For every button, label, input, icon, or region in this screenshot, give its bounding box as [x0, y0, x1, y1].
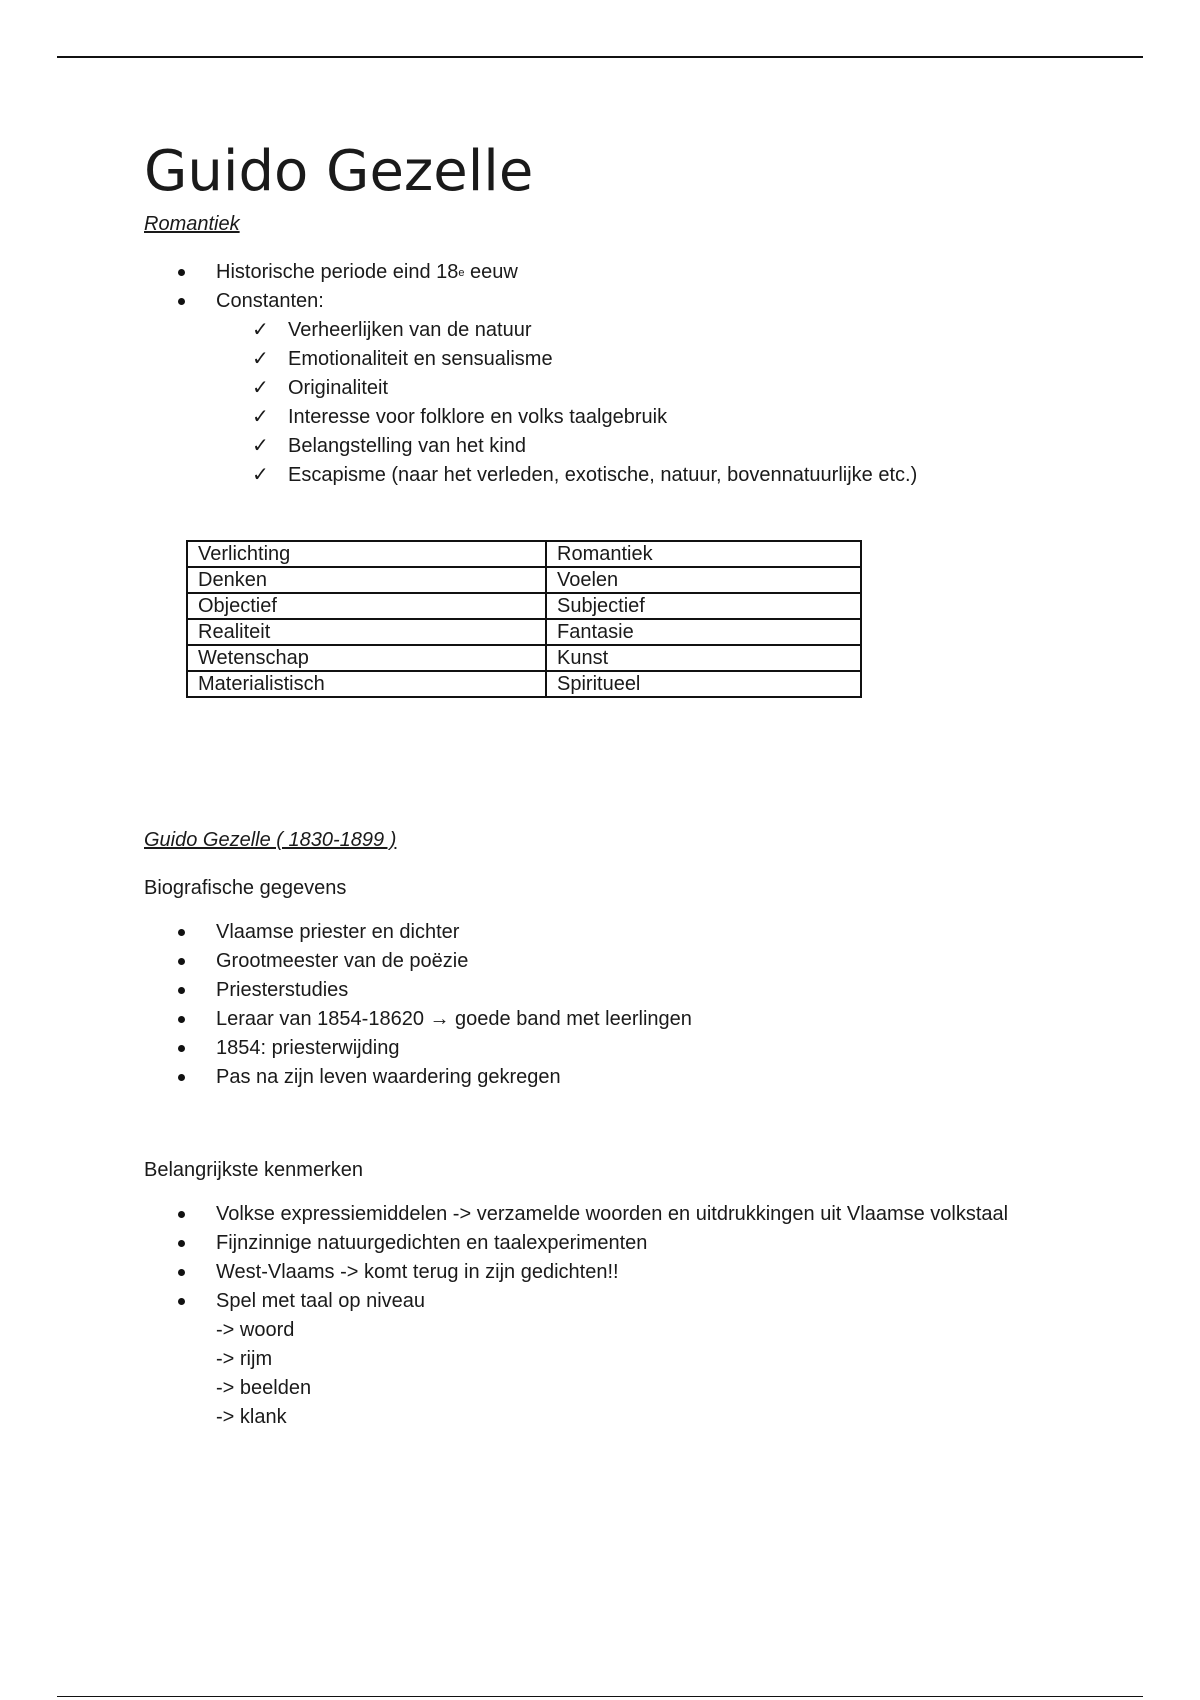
- list-item: Constanten:: [144, 287, 518, 316]
- list-item: Fijnzinnige natuurgedichten en taalexperimenten: [144, 1229, 1008, 1258]
- table-cell: Objectief: [187, 593, 546, 619]
- bullet-icon: [178, 1269, 185, 1276]
- bullet-icon: [178, 987, 185, 994]
- table-cell: Denken: [187, 567, 546, 593]
- table-cell: Subjectief: [546, 593, 861, 619]
- comparison-table: [186, 540, 862, 698]
- table-row: [187, 645, 861, 671]
- checkmark-icon: ✓: [252, 377, 269, 399]
- table-row: [187, 619, 861, 645]
- table-cell: Voelen: [546, 567, 861, 593]
- romantiek-heading: Romantiek: [144, 213, 240, 235]
- bullet-icon: [178, 1211, 185, 1218]
- table-cell: Romantiek: [546, 541, 861, 567]
- list-item: ✓ Emotionaliteit en sensualisme: [144, 345, 917, 374]
- list-item: -> klank: [216, 1406, 287, 1428]
- constanten-list: [144, 316, 917, 490]
- list-item: Vlaamse priester en dichter: [144, 918, 692, 947]
- bullet-icon: [178, 958, 185, 965]
- table-cell: Wetenschap: [187, 645, 546, 671]
- table-cell: Kunst: [546, 645, 861, 671]
- table-cell: Verlichting: [187, 541, 546, 567]
- table-row: [187, 567, 861, 593]
- list-item: -> beelden: [216, 1377, 312, 1399]
- list-item: ✓ Belangstelling van het kind: [144, 432, 917, 461]
- checkmark-icon: ✓: [252, 319, 269, 341]
- list-item: Volkse expressiemiddelen -> verzamelde woorden en uitdrukkingen uit Vlaamse volkstaal: [144, 1200, 1008, 1229]
- bio-heading: Biografische gegevens: [144, 877, 347, 899]
- list-item: ✓ Originaliteit: [144, 374, 917, 403]
- table-row: [187, 541, 861, 567]
- bullet-icon: [178, 298, 185, 305]
- table-cell: Spiritueel: [546, 671, 861, 697]
- bullet-icon: [178, 1045, 185, 1052]
- list-item: -> woord: [216, 1319, 295, 1341]
- kenmerken-heading: Belangrijkste kenmerken: [144, 1159, 363, 1181]
- checkmark-icon: ✓: [252, 435, 269, 457]
- table-cell: Realiteit: [187, 619, 546, 645]
- list-item: Leraar van 1854-18620 → goede band met leerlingen: [144, 1005, 692, 1034]
- list-item: ✓ Verheerlijken van de natuur: [144, 316, 917, 345]
- bullet-icon: [178, 1016, 185, 1023]
- table-cell: Materialistisch: [187, 671, 546, 697]
- table-cell: Fantasie: [546, 619, 861, 645]
- kenmerken-list: [144, 1200, 1008, 1316]
- bullet-icon: [178, 269, 185, 276]
- list-item: ✓ Interesse voor folklore en volks taalgebruik: [144, 403, 917, 432]
- bullet-icon: [178, 1074, 185, 1081]
- table-row: [187, 593, 861, 619]
- footer-rule: [57, 1696, 1143, 1697]
- list-item: 1854: priesterwijding: [144, 1034, 692, 1063]
- list-item: Historische periode eind 18e eeuw: [144, 258, 518, 287]
- list-item: Priesterstudies: [144, 976, 692, 1005]
- bio-list: [144, 918, 692, 1092]
- bullet-icon: [178, 1240, 185, 1247]
- checkmark-icon: ✓: [252, 464, 269, 486]
- table-row: [187, 671, 861, 697]
- header-rule: [57, 56, 1143, 58]
- list-item: Pas na zijn leven waardering gekregen: [144, 1063, 692, 1092]
- gezelle-heading: Guido Gezelle ( 1830-1899 ): [144, 829, 397, 851]
- list-item: -> rijm: [216, 1348, 273, 1370]
- list-item: Spel met taal op niveau: [144, 1287, 1008, 1316]
- checkmark-icon: ✓: [252, 406, 269, 428]
- checkmark-icon: ✓: [252, 348, 269, 370]
- bullet-icon: [178, 1298, 185, 1305]
- list-item: ✓ Escapisme (naar het verleden, exotische, natuur, bovennatuurlijke etc.): [144, 461, 917, 490]
- romantiek-bullets: [144, 258, 518, 316]
- list-item: Grootmeester van de poëzie: [144, 947, 692, 976]
- list-item: West-Vlaams -> komt terug in zijn gedichten!!: [144, 1258, 1008, 1287]
- niveau-list: [216, 1316, 311, 1432]
- bullet-icon: [178, 929, 185, 936]
- page-title: Guido Gezelle: [144, 139, 534, 204]
